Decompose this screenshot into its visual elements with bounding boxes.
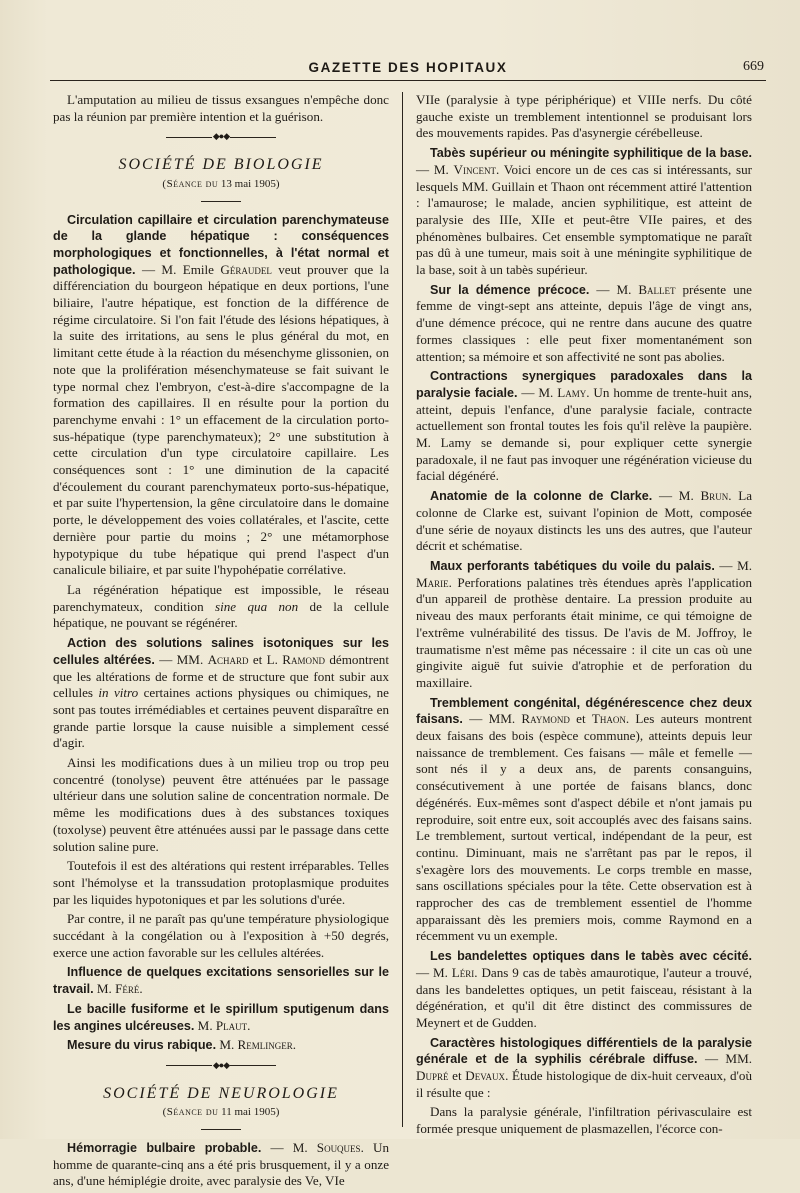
- article-paragraph: Toutefois il est des altérations qui restent irréparables. Telles sont l'hémolyse et la transsudation protoplasmique produites par les liquides hypotoniques et par les solutions d'urée.: [53, 858, 389, 907]
- author-name: Plaut: [215, 1017, 248, 1033]
- article-heading: Influence de quelques excitations sensorielles sur le travail.: [53, 965, 389, 997]
- author-name: Lamy: [557, 384, 587, 400]
- author-name: Marie: [416, 574, 449, 590]
- author-name: Ramond: [282, 651, 326, 667]
- author-name: Brun: [700, 488, 729, 504]
- page-number: 669: [743, 59, 764, 74]
- article-paragraph: Anatomie de la colonne de Clarke. — M. Brun. La colonne de Clarke est, suivant l'opinion de Mott, composée d'une série de noyaux distincts les uns des autres, que l'auteur décrit et schématise.: [416, 488, 753, 554]
- article-paragraph: Tremblement congénital, dégénérescence chez deux faisans. — MM. Raymond et Thaon. Les auteurs montrent deux faisans des bois (espèce commune), atteints depuis leur naissance de tremblement. Ces faisans — mâle et femelle — sont nés il y a deux ans, de parents consanguins, consécutivement à une portée de faisans blancs, donc dégénérés. Eux-mêmes sont d'aspect débile et n'ont jamais pu reproduire, soit entre eux, soit accouplés avec des faisans sains. Le tremblement, surtout vertical, indépendant de la peur, est continu. Diminuant, mais ne s'arrêtant pas par le repos, il s'exagère lors des mouvements. Le corps tremble en masse, sans oscillations spéciales pour la tête. Cette observation est à rapprocher des cas de tremblement essentiel de l'homme apparaissant dès les premiers mois, comme Raymond en a récemment vu un exemple.: [416, 695, 752, 944]
- section-ornament: ◆●◆: [53, 1057, 389, 1074]
- article-paragraph: Mesure du virus rabique. M. Remlinger.: [67, 1037, 297, 1053]
- article-heading: Maux perforants tabétiques du voile du palais.: [430, 558, 715, 573]
- article-heading: Action des solutions salines isotoniques sur les cellules altérées.: [53, 636, 389, 667]
- column-divider: [402, 92, 403, 1127]
- author-name: Géraudel: [220, 261, 272, 277]
- journal-title: GAZETTE DES HOPITAUX: [308, 60, 508, 75]
- left-column: [53, 92, 389, 1193]
- section-ornament: ◆●◆: [53, 128, 389, 145]
- article-heading: Contractions synergiques paradoxales dans la paralysie faciale.: [416, 369, 752, 400]
- article-paragraph: Maux perforants tabétiques du voile du palais. — M. Marie. Perforations palatines très étendues après l'application d'un appareil de prothèse dentaire. La pression produite au niveau des maux perforants était minime, ce qui témoigne de l'extrême vulnérabilité des tissus. De l'avis de M. Joffroy, le traumatisme n'est même pas nécessaire : il cite un cas où une gingivite aiguë fut suivie d'atrophie et de perforation du maxillaire.: [416, 557, 752, 690]
- article-heading: Tabès supérieur ou méningite syphilitique de la base.: [430, 146, 752, 161]
- article-paragraph: Hémorragie bulbaire probable. — M. Souques. Un homme de quarante-cinq ans a été pris brusquement, il y a onze ans, d'une hémiplégie droite, avec paralysie des Ve, VIe: [53, 1140, 389, 1189]
- author-name: Féré: [115, 981, 140, 997]
- article-paragraph: Caractères histologiques différentiels de la paralysie générale et de la syphilis cérébrale diffuse. — MM. Dupré et Devaux. Étude histologique de dix-huit cerveaux, d'où il résulte que :: [416, 1035, 752, 1100]
- article-heading: Sur la démence précoce.: [430, 282, 590, 297]
- article-heading: Mesure du virus rabique.: [67, 1038, 217, 1053]
- author-name: Raymond: [521, 711, 570, 727]
- author-name: Achard: [207, 651, 249, 667]
- article-paragraph: Ainsi les modifications dues à un milieu trop ou trop peu concentré (tonolyse) peuvent être atténuées par le passage ultérieur dans une solution saline de concentration normale. De même les modifications dues à des substances toxiques (toxolyse) peuvent être atténuées aussi par le passage dans cette solution saline pure.: [53, 755, 389, 854]
- article-heading: Le bacille fusiforme et le spirillum sputigenum dans les angines ulcéreuses.: [53, 1001, 389, 1033]
- article-paragraph: Circulation capillaire et circulation parenchymateuse de la glande hépatique : conséquences morphologiques et fonctionnelles, à l'état normal et pathologique. — M. Emile Géraudel veut prouver que la différenciation du bourgeon hépatique en deux portions, l'une biliaire, l'autre hépatique, est fonction de la différence de régime circulatoire. Si l'on fait l'étude des lésions hépatiques, à la suite des irritations, au sens le plus général du mot, en limitant cette étude à la réaction du mésenchyme glissonien, on note que la prolifération mésenchymateuse se fait suivant le type normal chez l'embryon, c'est-à-dire s'accompagne de la formation des capillaires. Il en résulte pour la portion du parenchyme envahi : 1° un effacement de la circulation porto-sus-hépatique (type parenchymateux); 2° une substitution à cette circulation d'un type circulatoire capillaire. Les conséquences sont : 1° une diminution de la capacité d'écoulement du courant parenchymateux porto-sus-hépatique, et par suite l'hypertension, la gêne circulatoire dans le domaine porte, le développement des voies collatérales, et l'ascite, cette dernière pour partie du moins ; 2° une métamorphose hypotypique du tube hépatique qui prend l'aspect d'un canalicule biliaire, et par suite l'hypohépatie corrélative.: [53, 212, 390, 578]
- section-title-biologie: SOCIÉTÉ DE BIOLOGIE: [118, 156, 324, 174]
- right-column: [416, 92, 752, 1141]
- author-name: Souques: [316, 1140, 361, 1156]
- running-header: [52, 60, 764, 80]
- intro-paragraph: L'amputation au milieu de tissus exsangues n'empêche donc pas la réunion par première intention et la guérison.: [53, 92, 389, 124]
- author-name: Léri: [451, 964, 475, 980]
- seance-date-biologie: (Séance du 13 mai 1905): [162, 177, 280, 190]
- seance-date-neurologie: (Séance du 11 mai 1905): [162, 1106, 280, 1119]
- header-rule: [50, 80, 766, 81]
- author-name: Devaux: [465, 1068, 506, 1084]
- article-heading: Hémorragie bulbaire probable.: [67, 1141, 262, 1156]
- article-heading: Caractères histologiques différentiels de la paralysie générale et de la syphilis cérébrale diffuse.: [416, 1035, 752, 1067]
- author-name: Thaon: [591, 711, 626, 727]
- article-paragraph: Dans la paralysie générale, l'infiltration périvasculaire est formée presque uniquement de plasmazellen, l'écorce con-: [416, 1104, 752, 1137]
- continued-paragraph: VIIe (paralysie à type périphérique) et VIIIe nerfs. Du côté gauche existe un tremblement intentionnel se produisant lors des mouvements rapides. Pas d'asynergie cérébelleuse.: [416, 92, 752, 141]
- article-paragraph: Tabès supérieur ou méningite syphilitique de la base. — M. Vincent. Voici encore un de ces cas si intéressants, sur lesquels MM. Guillain et Thaon ont récemment attiré l'attention : l'amaurose; le malade, ancien syphilitique, est atteint de paralysie des IIIe, XIIe et peut-être VIIe paires, et des phénomènes bulbaires. Cet ensemble symptomatique ne paraît pas dû à une tumeur, mais soit à une méningite syphilitique de la base, soit à un tabès supérieur.: [416, 146, 753, 278]
- author-name: Remlinger: [237, 1037, 293, 1053]
- author-name: Vincent: [453, 161, 496, 177]
- article-paragraph: Le bacille fusiforme et le spirillum sputigenum dans les angines ulcéreuses. M. Plaut.: [53, 1001, 389, 1033]
- short-rule: [201, 1129, 241, 1130]
- author-name: Dupré: [416, 1068, 449, 1084]
- article-paragraph: La régénération hépatique est impossible, le réseau parenchymateux, condition sine qua non de la cellule hépatique, ne pouvant se régénérer.: [53, 581, 389, 631]
- article-paragraph: Par contre, il ne paraît pas qu'une température physiologique succédant à la congélation ou à l'exposition à +50 degrés, exerce une action favorable sur les cellules altérées.: [53, 911, 389, 960]
- article-heading: Anatomie de la colonne de Clarke.: [430, 489, 653, 504]
- article-paragraph: Sur la démence précoce. — M. Ballet présente une femme de vingt-sept ans atteinte, depuis l'âge de vingt ans, d'une démence précoce, qui ne rentre dans aucune des quatre formes classiques : elle peut fixer momentanément son attention; sa mémoire et son affectivité ne sont pas abolies.: [416, 281, 752, 364]
- article-paragraph: Influence de quelques excitations sensorielles sur le travail. M. Féré.: [53, 965, 389, 997]
- article-paragraph: Les bandelettes optiques dans le tabès avec cécité. — M. Léri. Dans 9 cas de tabès amaurotique, l'auteur a trouvé, dans les bandelettes optiques, un petit faisceau, résistant à la dégénération, et qu'il dit être distinct des commissures de Meynert et de Gudden.: [416, 949, 752, 1030]
- author-name: Ballet: [638, 281, 676, 297]
- section-title-neurologie: SOCIÉTÉ DE NEUROLOGIE: [103, 1084, 339, 1102]
- short-rule: [201, 201, 241, 202]
- article-paragraph: Contractions synergiques paradoxales dans la paralysie faciale. — M. Lamy. Un homme de trente-huit ans, atteint, depuis l'enfance, d'une paralysie faciale, contracte actuellement son frontal toutes les fois qu'il relève la paupière. M. Lamy se demande si, pour expliquer cette synergie paradoxale, il ne faut pas invoquer une régénération vicieuse du facial dégénéré.: [416, 369, 752, 484]
- article-paragraph: Action des solutions salines isotoniques sur les cellules altérées. — MM. Achard et L. Ramond démontrent que les altérations de forme et de structure que font subir aux cellules in vitro certaines actions physiques ou chimiques, ne sont pas toutes irrémédiables et certaines peuvent disparaître en grande partie lorsque la cause nuisible a simplement cessé d'agir.: [53, 636, 389, 751]
- article-heading: Tremblement congénital, dégénérescence chez deux faisans.: [416, 695, 752, 727]
- article-heading: Circulation capillaire et circulation parenchymateuse de la glande hépatique : conséquences morphologiques et fonctionnelles, à l'état normal et pathologique.: [53, 212, 389, 277]
- article-heading: Les bandelettes optiques dans le tabès avec cécité.: [430, 949, 752, 964]
